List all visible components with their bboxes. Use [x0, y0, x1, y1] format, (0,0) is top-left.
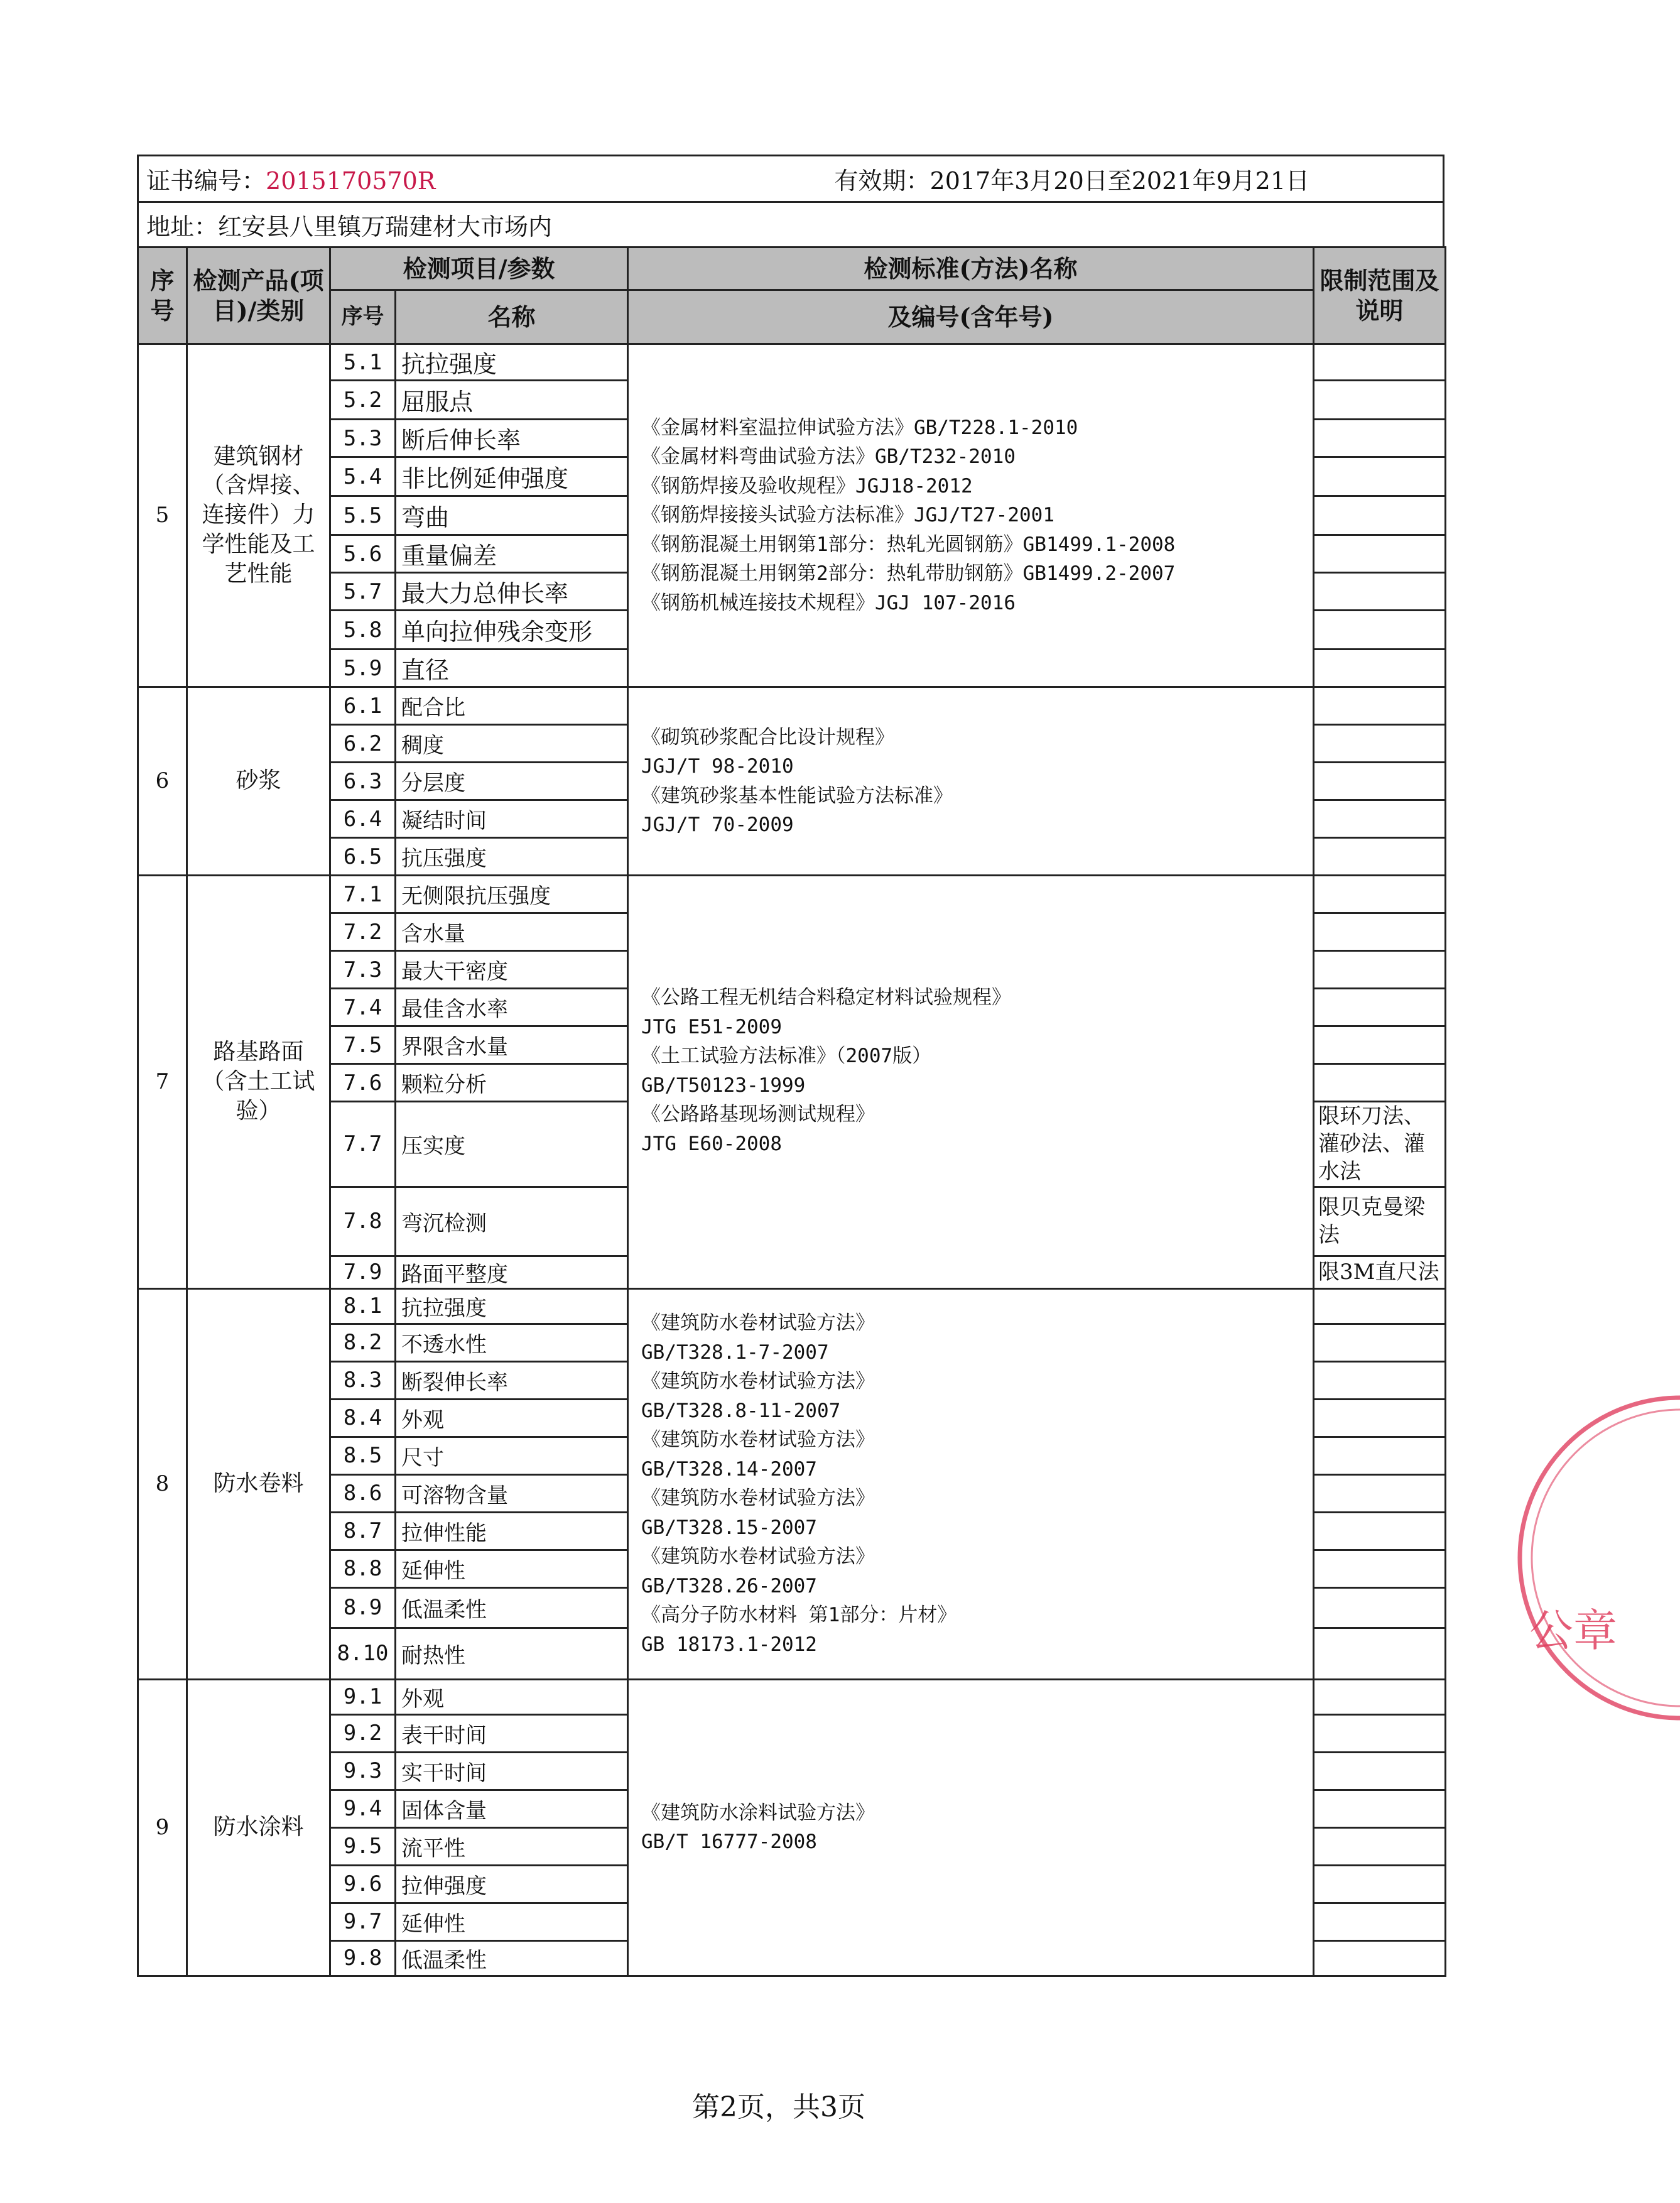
item-number: 9.2: [330, 1714, 396, 1752]
standard-line: 《公路路基现场测试规程》: [641, 1103, 875, 1126]
item-number: 8.10: [330, 1628, 396, 1679]
item-limit: [1314, 1288, 1446, 1324]
standard-line: 《金属材料弯曲试验方法》GB/T232-2010: [641, 445, 1016, 469]
seal-text: 公章: [1529, 1605, 1617, 1656]
item-limit: [1314, 1903, 1446, 1940]
item-number: 7.4: [330, 989, 396, 1026]
item-limit: [1314, 535, 1446, 573]
standard-line: GB/T328.14-2007: [641, 1457, 817, 1481]
item-name: 不透水性: [396, 1324, 628, 1361]
item-number: 6.2: [330, 725, 396, 763]
item-name: 单向拉伸残余变形: [396, 611, 628, 650]
standard-line: 《砌筑砂浆配合比设计规程》: [641, 726, 895, 749]
item-limit: [1314, 650, 1446, 687]
item-number: 9.1: [330, 1679, 396, 1714]
item-number: 6.1: [330, 687, 396, 725]
validity-period: 有效期：2017年3月20日至2021年9月21日: [834, 167, 1309, 195]
item-limit: [1314, 763, 1446, 800]
item-number: 6.3: [330, 763, 396, 800]
standard-line: JGJ/T 98-2010: [641, 755, 794, 778]
item-number: 9.4: [330, 1790, 396, 1827]
item-limit: [1314, 1587, 1446, 1628]
col-limit-header: 限制范围及说明: [1314, 247, 1446, 344]
standard-line: GB/T 16777-2008: [641, 1830, 817, 1854]
scope-table-body: [138, 344, 1446, 1976]
item-limit: [1314, 1437, 1446, 1474]
item-number: 7.5: [330, 1026, 396, 1064]
col-item-group-header: 检测项目/参数: [330, 247, 628, 290]
item-limit: [1314, 838, 1446, 876]
item-name: 低温柔性: [396, 1587, 628, 1628]
standard-line: 《金属材料室温拉伸试验方法》GB/T228.1-2010: [641, 416, 1078, 439]
item-limit: [1314, 725, 1446, 763]
item-limit: [1314, 1790, 1446, 1827]
item-number: 7.8: [330, 1187, 396, 1256]
col-standard-header-top: 检测标准(方法)名称: [628, 247, 1314, 290]
table-row: [138, 1679, 1446, 1714]
item-name: 实干时间: [396, 1752, 628, 1790]
group-product: 防水卷料: [187, 1288, 330, 1679]
item-number: 5.3: [330, 420, 396, 457]
standard-line: JGJ/T 70-2009: [641, 813, 794, 836]
item-name: 断后伸长率: [396, 420, 628, 457]
item-limit: [1314, 1865, 1446, 1903]
item-name: 压实度: [396, 1102, 628, 1187]
item-number: 8.4: [330, 1399, 396, 1437]
item-number: 6.4: [330, 800, 396, 838]
standard-line: 《建筑防水卷材试验方法》: [641, 1370, 875, 1393]
item-name: 配合比: [396, 687, 628, 725]
item-limit: [1314, 1064, 1446, 1102]
group-seq: 6: [138, 687, 187, 876]
item-limit: [1314, 381, 1446, 420]
item-number: 6.5: [330, 838, 396, 876]
item-name: 低温柔性: [396, 1940, 628, 1976]
group-seq: 9: [138, 1679, 187, 1976]
item-limit: [1314, 913, 1446, 951]
item-name: 抗压强度: [396, 838, 628, 876]
item-limit: [1314, 1474, 1446, 1512]
item-name: 固体含量: [396, 1790, 628, 1827]
item-name: 断裂伸长率: [396, 1361, 628, 1399]
item-number: 8.8: [330, 1550, 396, 1587]
table-row: [138, 344, 1446, 381]
standard-line: GB/T328.15-2007: [641, 1516, 817, 1539]
item-number: 5.5: [330, 496, 396, 535]
item-limit: [1314, 344, 1446, 381]
standard-line: GB/T328.8-11-2007: [641, 1399, 841, 1422]
item-limit: [1314, 496, 1446, 535]
item-name: 延伸性: [396, 1550, 628, 1587]
item-limit: [1314, 1752, 1446, 1790]
group-standards: [628, 687, 1314, 876]
standard-line: 《建筑防水涂料试验方法》: [641, 1801, 875, 1824]
item-number: 7.9: [330, 1256, 396, 1288]
standard-line: GB/T328.26-2007: [641, 1574, 817, 1597]
item-name: 非比例延伸强度: [396, 457, 628, 496]
item-number: 5.8: [330, 611, 396, 650]
item-limit: 限环刀法、灌砂法、灌水法: [1314, 1102, 1446, 1187]
item-limit: 限贝克曼梁法: [1314, 1187, 1446, 1256]
group-standards: [628, 1288, 1314, 1679]
item-limit: [1314, 876, 1446, 913]
item-limit: [1314, 573, 1446, 611]
col-product-header: 检测产品(项目)/类别: [187, 247, 330, 344]
standard-line: 《公路工程无机结合料稳定材料试验规程》: [641, 986, 1012, 1009]
item-limit: [1314, 1827, 1446, 1865]
item-name: 最大力总伸长率: [396, 573, 628, 611]
col-standard-header-bottom: 及编号(含年号): [628, 290, 1314, 344]
page-number: 第2页，共3页: [692, 2091, 865, 2123]
item-number: 9.8: [330, 1940, 396, 1976]
group-product: 防水涂料: [187, 1679, 330, 1976]
certificate-sheet: [137, 155, 1444, 1977]
group-seq: 5: [138, 344, 187, 687]
group-standards: [628, 1679, 1314, 1976]
item-number: 8.2: [330, 1324, 396, 1361]
item-limit: [1314, 1399, 1446, 1437]
cert-number-label: 证书编号：: [146, 167, 266, 195]
item-number: 5.2: [330, 381, 396, 420]
item-name: 含水量: [396, 913, 628, 951]
item-name: 拉伸强度: [396, 1865, 628, 1903]
item-name: 直径: [396, 650, 628, 687]
item-limit: [1314, 1512, 1446, 1550]
item-limit: [1314, 1324, 1446, 1361]
item-name: 外观: [396, 1679, 628, 1714]
item-name: 稠度: [396, 725, 628, 763]
item-name: 分层度: [396, 763, 628, 800]
item-limit: [1314, 420, 1446, 457]
item-number: 8.1: [330, 1288, 396, 1324]
item-limit: 限3M直尺法: [1314, 1256, 1446, 1288]
item-name: 可溶物含量: [396, 1474, 628, 1512]
address: 地址：红安县八里镇万瑞建材大市场内: [146, 213, 553, 241]
item-number: 7.3: [330, 951, 396, 989]
standard-line: 《钢筋混凝土用钢第2部分：热轧带肋钢筋》GB1499.2-2007: [641, 562, 1176, 585]
standard-line: JTG E51-2009: [641, 1015, 782, 1038]
standard-line: 《钢筋焊接及验收规程》JGJ18-2012: [641, 474, 973, 498]
table-row: [138, 1288, 1446, 1324]
item-number: 5.7: [330, 573, 396, 611]
item-name: 凝结时间: [396, 800, 628, 838]
item-number: 5.1: [330, 344, 396, 381]
item-limit: [1314, 1361, 1446, 1399]
item-name: 重量偏差: [396, 535, 628, 573]
item-name: 最佳含水率: [396, 989, 628, 1026]
item-number: 7.6: [330, 1064, 396, 1102]
item-limit: [1314, 457, 1446, 496]
item-name: 抗拉强度: [396, 344, 628, 381]
item-number: 7.2: [330, 913, 396, 951]
item-number: 8.9: [330, 1587, 396, 1628]
official-seal: [1504, 1382, 1680, 1734]
item-limit: [1314, 989, 1446, 1026]
standard-line: 《建筑防水卷材试验方法》: [641, 1428, 875, 1452]
item-number: 5.4: [330, 457, 396, 496]
item-limit: [1314, 687, 1446, 725]
group-seq: 8: [138, 1288, 187, 1679]
item-limit: [1314, 951, 1446, 989]
cert-number: 2015170570R: [266, 167, 436, 195]
item-limit: [1314, 1550, 1446, 1587]
item-name: 颗粒分析: [396, 1064, 628, 1102]
item-name: 尺寸: [396, 1437, 628, 1474]
group-seq: 7: [138, 876, 187, 1289]
item-number: 9.6: [330, 1865, 396, 1903]
table-row: [138, 876, 1446, 913]
item-limit: [1314, 1628, 1446, 1679]
item-number: 5.9: [330, 650, 396, 687]
item-number: 7.7: [330, 1102, 396, 1187]
item-limit: [1314, 1714, 1446, 1752]
item-limit: [1314, 611, 1446, 650]
item-number: 8.3: [330, 1361, 396, 1399]
item-number: 7.1: [330, 876, 396, 913]
item-name: 外观: [396, 1399, 628, 1437]
item-name: 弯曲: [396, 496, 628, 535]
item-name: 最大干密度: [396, 951, 628, 989]
standard-line: 《建筑防水卷材试验方法》: [641, 1312, 875, 1335]
table-row: [138, 687, 1446, 725]
group-product: 砂浆: [187, 687, 330, 876]
item-limit: [1314, 1679, 1446, 1714]
standard-line: 《钢筋混凝土用钢第1部分：热轧光圆钢筋》GB1499.1-2008: [641, 533, 1176, 556]
address-row: [137, 201, 1444, 246]
item-name: 路面平整度: [396, 1256, 628, 1288]
item-number: 5.6: [330, 535, 396, 573]
col-item-name-header: 名称: [396, 290, 628, 344]
item-limit: [1314, 1940, 1446, 1976]
standard-line: 《建筑防水卷材试验方法》: [641, 1545, 875, 1569]
item-number: 8.5: [330, 1437, 396, 1474]
standard-line: 《土工试验方法标准》（2007版）: [641, 1045, 932, 1067]
group-standards: [628, 876, 1314, 1289]
group-standards: [628, 344, 1314, 687]
col-item-seq-header: 序号: [330, 290, 396, 344]
standard-line: GB/T328.1-7-2007: [641, 1341, 829, 1364]
item-name: 无侧限抗压强度: [396, 876, 628, 913]
scope-table: [137, 246, 1446, 1977]
item-name: 抗拉强度: [396, 1288, 628, 1324]
standard-line: GB/T50123-1999: [641, 1074, 806, 1097]
group-product: 路基路面（含土工试验）: [187, 876, 330, 1289]
item-name: 耐热性: [396, 1628, 628, 1679]
standard-line: 《钢筋机械连接技术规程》JGJ 107-2016: [641, 591, 1016, 614]
cert-number-field: [146, 161, 435, 196]
group-product: 建筑钢材（含焊接、连接件）力学性能及工艺性能: [187, 344, 330, 687]
item-number: 9.5: [330, 1827, 396, 1865]
item-name: 拉伸性能: [396, 1512, 628, 1550]
standard-line: 《钢筋焊接接头试验方法标准》JGJ/T27-2001: [641, 504, 1054, 527]
item-number: 8.7: [330, 1512, 396, 1550]
item-name: 弯沉检测: [396, 1187, 628, 1256]
item-limit: [1314, 1026, 1446, 1064]
standard-line: 《建筑防水卷材试验方法》: [641, 1487, 875, 1510]
item-name: 屈服点: [396, 381, 628, 420]
item-limit: [1314, 800, 1446, 838]
standard-line: 《建筑砂浆基本性能试验方法标准》: [641, 784, 953, 807]
item-name: 流平性: [396, 1827, 628, 1865]
item-number: 9.7: [330, 1903, 396, 1940]
item-number: 8.6: [330, 1474, 396, 1512]
item-number: 9.3: [330, 1752, 396, 1790]
item-name: 表干时间: [396, 1714, 628, 1752]
item-name: 界限含水量: [396, 1026, 628, 1064]
item-name: 延伸性: [396, 1903, 628, 1940]
standard-line: JTG E60-2008: [641, 1132, 782, 1155]
cert-header-row: [137, 155, 1444, 201]
col-seq-header: 序号: [138, 247, 187, 344]
standard-line: 《高分子防水材料 第1部分：片材》: [641, 1604, 957, 1627]
standard-line: GB 18173.1-2012: [641, 1633, 817, 1656]
